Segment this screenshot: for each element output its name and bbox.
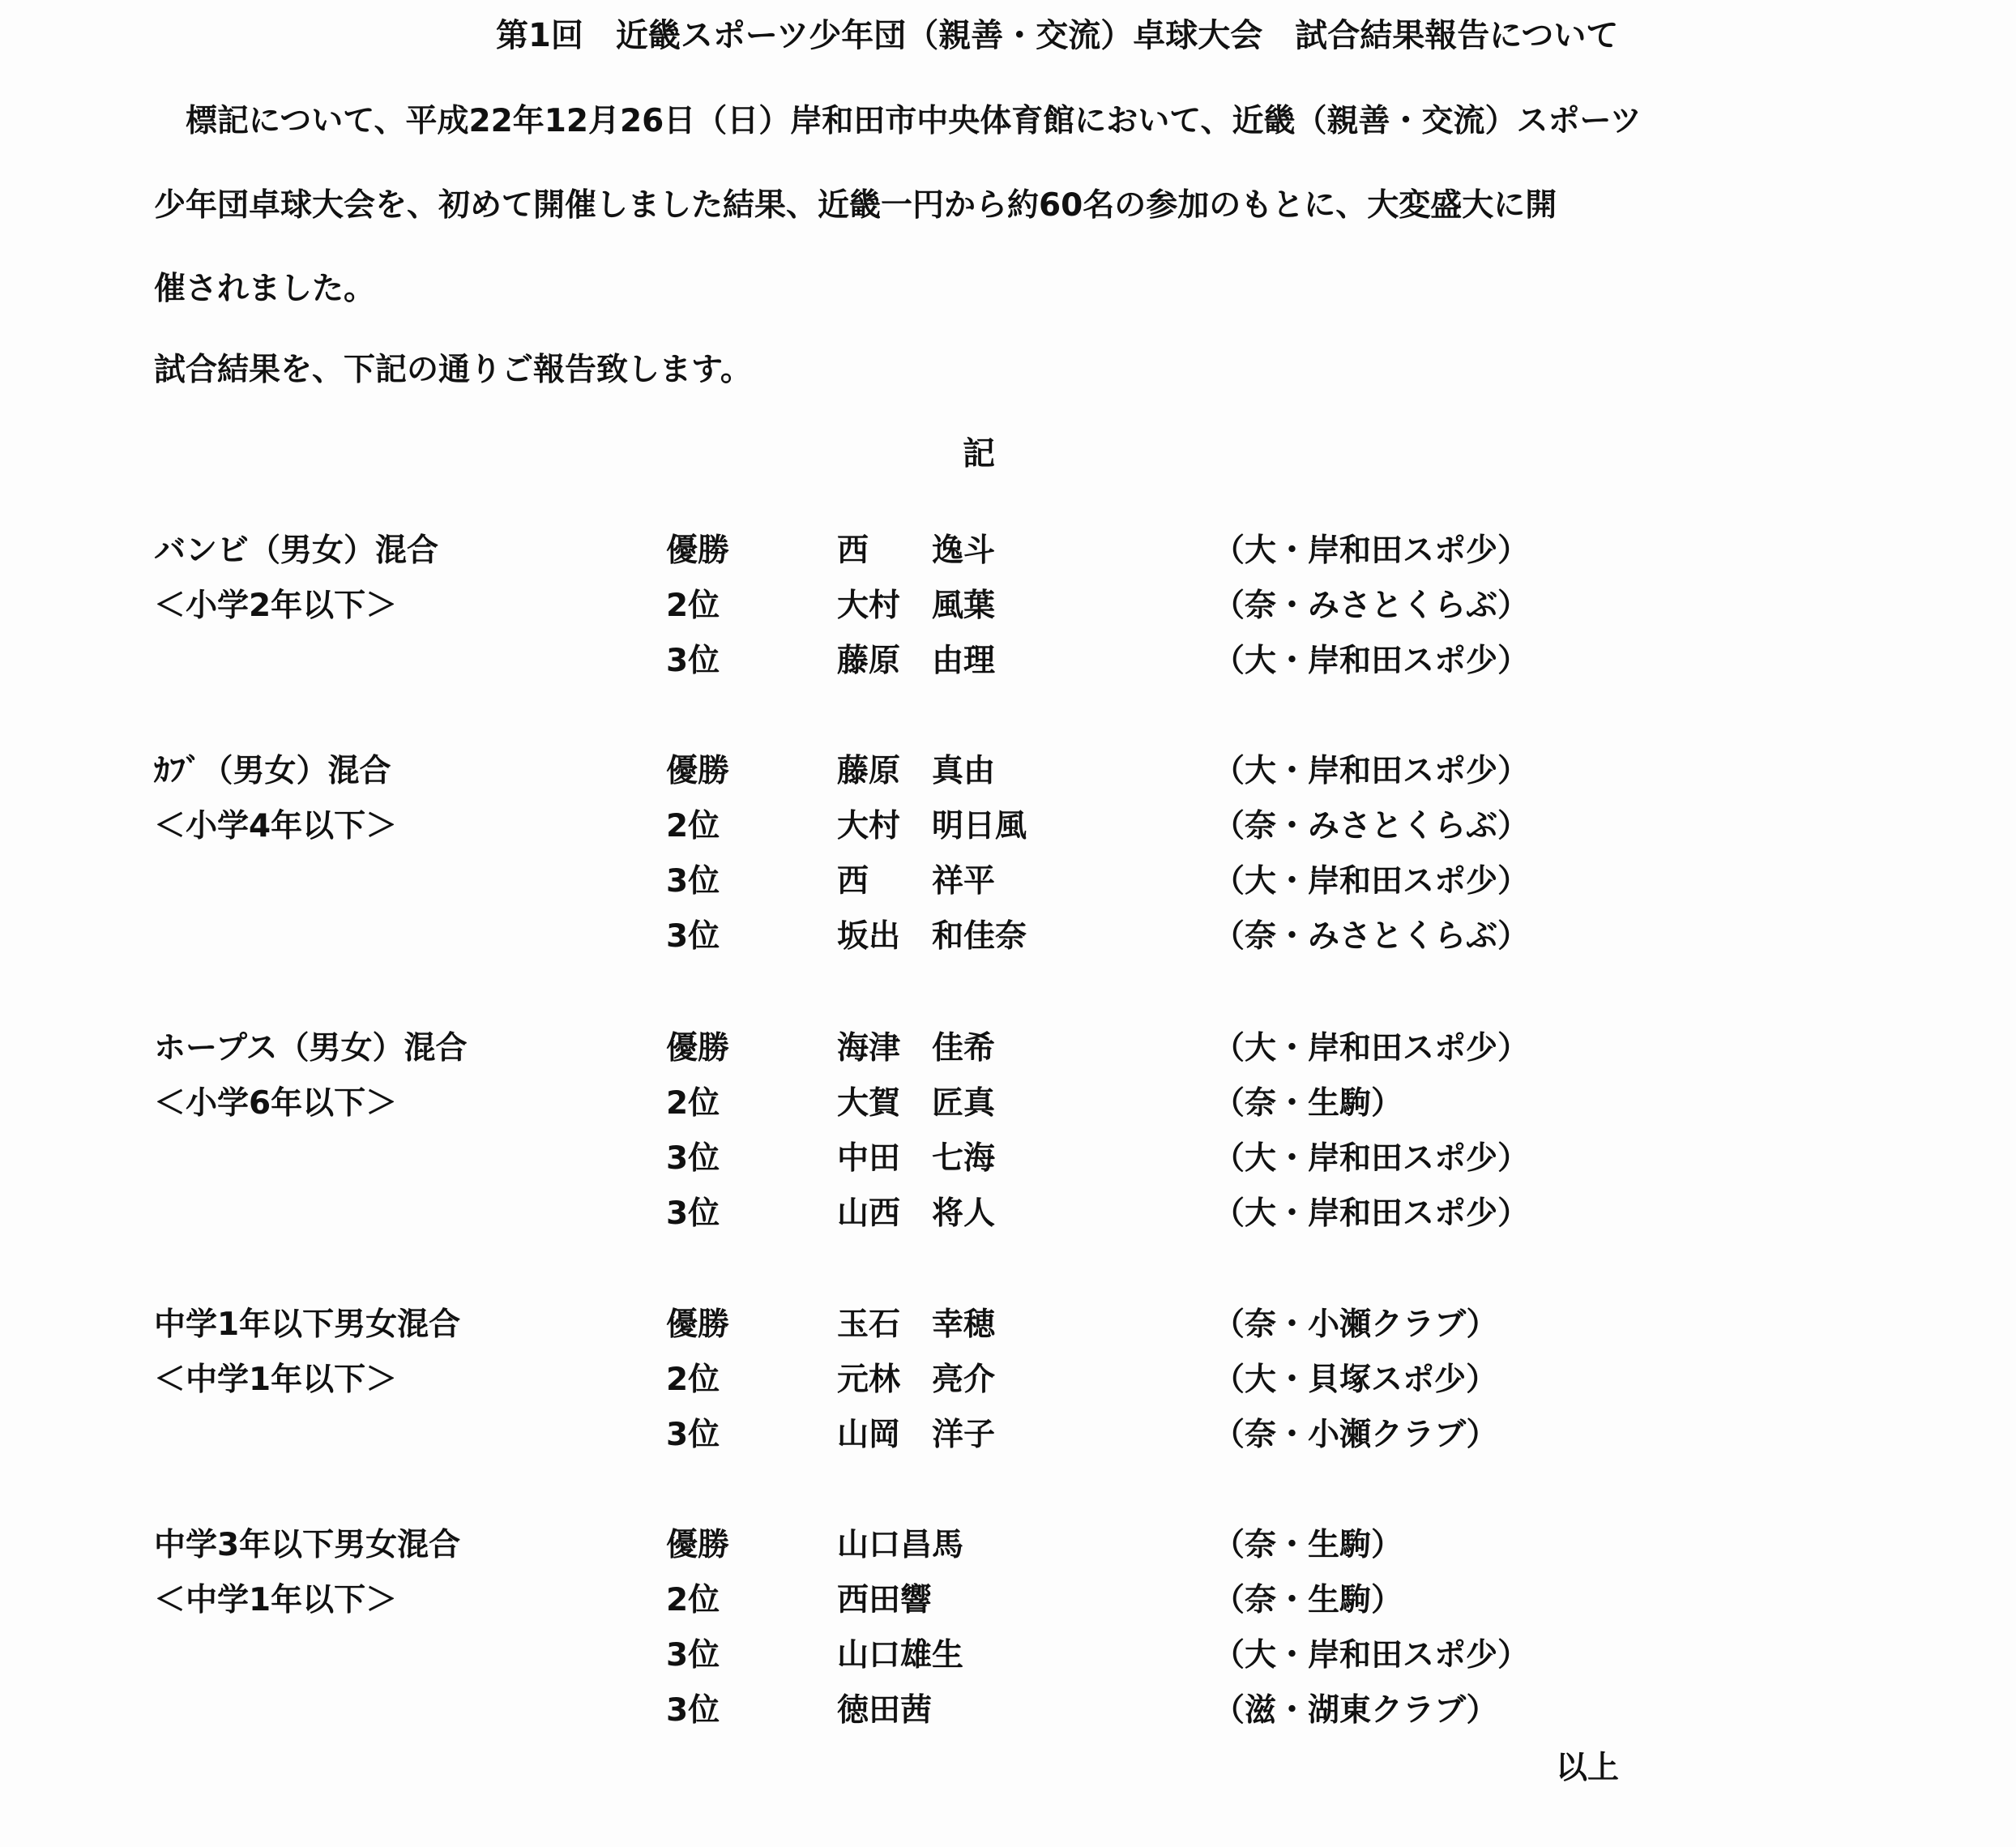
result-rank: 優勝 [666,753,730,789]
intro-line-1: 標記について、平成22年12月26日（日）岸和田市中央体育館において、近畿（親善・交流）スポーツ [154,103,1642,139]
club-name: （滋・湖東クラブ） [1213,1692,1498,1729]
club-name: （奈・生駒） [1213,1582,1403,1618]
player-name: 西 祥平 [837,863,996,900]
club-name: （大・岸和田スポ少） [1213,643,1530,679]
player-name: 山口雄生 [837,1637,964,1674]
player-name: 坂出 和佳奈 [837,918,1027,955]
result-rank: 3位 [666,1417,720,1453]
category-name: ｶﾌﾞ（男女）混合 [154,753,391,789]
document-title: 第1回 近畿スポーツ少年団（親善・交流）卓球大会 試合結果報告について [496,17,1619,54]
club-name: （大・岸和田スポ少） [1213,753,1530,789]
result-rank: 3位 [666,1637,720,1674]
result-rank: 優勝 [666,532,730,569]
result-rank: 3位 [666,1195,720,1232]
player-name: 大村 明日風 [837,808,1027,844]
closing-text: 以上 [1556,1750,1620,1786]
result-rank: 2位 [666,808,720,844]
result-rank: 3位 [666,1692,720,1729]
category-grade: ＜小学4年以下＞ [154,808,398,844]
player-name: 西田響 [837,1582,933,1618]
category-grade: ＜中学1年以下＞ [154,1582,398,1618]
club-name: （奈・生駒） [1213,1527,1403,1563]
club-name: （奈・生駒） [1213,1085,1403,1122]
player-name: 山岡 洋子 [837,1417,996,1453]
player-name: 西 逸斗 [837,532,996,569]
player-name: 大賀 匠真 [837,1085,996,1122]
club-name: （大・岸和田スポ少） [1213,863,1530,900]
result-rank: 2位 [666,1085,720,1122]
category-name: バンビ（男女）混合 [154,532,439,569]
ki-label: 記 [963,435,995,472]
result-rank: 3位 [666,918,720,955]
result-rank: 優勝 [666,1030,730,1067]
intro-line-2: 少年団卓球大会を、初めて開催しました結果、近畿一円から約60名の参加のもとに、大変盛大に開 [154,187,1557,224]
club-name: （大・岸和田スポ少） [1213,532,1530,569]
result-rank: 2位 [666,1362,720,1398]
category-grade: ＜小学2年以下＞ [154,588,398,624]
club-name: （奈・みさとくらぶ） [1213,588,1530,624]
club-name: （奈・小瀬クラブ） [1213,1417,1498,1453]
result-rank: 3位 [666,863,720,900]
result-rank: 優勝 [666,1306,730,1343]
club-name: （奈・小瀬クラブ） [1213,1306,1498,1343]
player-name: 山口昌馬 [837,1527,964,1563]
intro-line-4: 試合結果を、下記の通りご報告致します。 [154,352,752,388]
player-name: 中田 七海 [837,1140,996,1177]
category-name: ホープス（男女）混合 [154,1030,468,1067]
club-name: （大・岸和田スポ少） [1213,1030,1530,1067]
category-name: 中学3年以下男女混合 [154,1527,461,1563]
club-name: （大・貝塚スポ少） [1213,1362,1498,1398]
player-name: 海津 佳希 [837,1030,996,1067]
club-name: （大・岸和田スポ少） [1213,1195,1530,1232]
player-name: 徳田茜 [837,1692,933,1729]
club-name: （大・岸和田スポ少） [1213,1140,1530,1177]
result-rank: 3位 [666,643,720,679]
player-name: 山西 将人 [837,1195,996,1232]
player-name: 大村 風葉 [837,588,996,624]
result-rank: 3位 [666,1140,720,1177]
club-name: （大・岸和田スポ少） [1213,1637,1530,1674]
category-name: 中学1年以下男女混合 [154,1306,461,1343]
category-grade: ＜中学1年以下＞ [154,1362,398,1398]
result-rank: 2位 [666,588,720,624]
club-name: （奈・みさとくらぶ） [1213,918,1530,955]
category-grade: ＜小学6年以下＞ [154,1085,398,1122]
player-name: 藤原 真由 [837,753,996,789]
player-name: 元林 亮介 [837,1362,996,1398]
club-name: （奈・みさとくらぶ） [1213,808,1530,844]
result-rank: 優勝 [666,1527,730,1563]
player-name: 藤原 由理 [837,643,996,679]
result-rank: 2位 [666,1582,720,1618]
intro-line-3: 催されました。 [154,271,376,307]
player-name: 玉石 幸穂 [837,1306,996,1343]
